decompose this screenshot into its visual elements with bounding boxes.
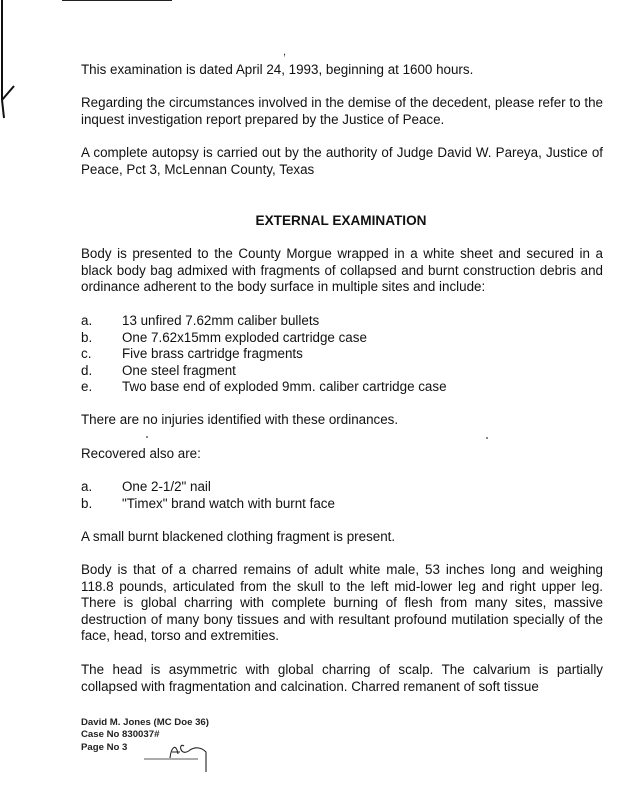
footer-page-line: Page No 3 (81, 741, 128, 753)
handwritten-initials (140, 738, 220, 778)
list-item: d. One steel fragment (81, 362, 236, 378)
top-rule (62, 0, 172, 1)
list-item: a. 13 unfired 7.62mm caliber bullets (81, 313, 320, 328)
list-item: c. Five brass cartridge fragments (81, 346, 303, 362)
body-description-paragraph: Body is that of a charred remains of adult white male, 53 inches long and weighing 118.8 pounds, articulated from the skull to the left mid-lower leg and right upper leg. There is global charring with complete burning of flesh from many sites, massive destruction of many bony tissues and with resultant profound mutilation specially of the face, head, torso and extremities. (81, 562, 603, 644)
footer-doe-line: David M. Jones (MC Doe 36) (81, 717, 209, 728)
no-injuries-paragraph: There are no injuries identified with these ordinances. (81, 412, 399, 427)
items-list (81, 313, 447, 396)
recovered-list (81, 479, 335, 512)
clothing-paragraph: A small burnt blackened clothing fragment is present. (81, 529, 396, 544)
list-item: b. One 7.62x15mm exploded cartridge case (81, 329, 367, 345)
section-heading: EXTERNAL EXAMINATION (255, 213, 427, 228)
speck (146, 436, 148, 438)
list-item: a. One 2-1/2" nail (81, 479, 211, 494)
circumstances-paragraph: Regarding the circumstances involved in the demise of the decedent, please refer to the inquest investigation report prepared by the Justice of Peace. (81, 95, 603, 127)
list-item: b. "Timex" brand watch with burnt face (81, 495, 335, 511)
speck (486, 437, 488, 439)
exam-date-paragraph: This examination is dated April 24, 1993, beginning at 1600 hours. (81, 62, 474, 77)
presentation-paragraph: Body is presented to the County Morgue wrapped in a white sheet and secured in a black body bag admixed with fragments of collapsed and burnt construction debris and ordinance adherent to the body surface in multiple sites and include: (81, 246, 603, 295)
margin-arrow-mark (0, 0, 20, 130)
head-description-paragraph: The head is asymmetric with global charring of scalp. The calvarium is partially collapsed with fragmentation and calcination. Charred remanent of soft tissue (81, 662, 603, 694)
footer-case-line: Case No 830037# (81, 729, 160, 741)
list-item: e. Two base end of exploded 9mm. caliber cartridge case (81, 379, 447, 395)
recovered-paragraph: Recovered also are: (81, 446, 201, 461)
authority-paragraph: A complete autopsy is carried out by the authority of Judge David W. Pareya, Justice of Peace, Pct 3, McLennan County, Texas (81, 145, 603, 177)
stray-mark: , (283, 46, 287, 58)
